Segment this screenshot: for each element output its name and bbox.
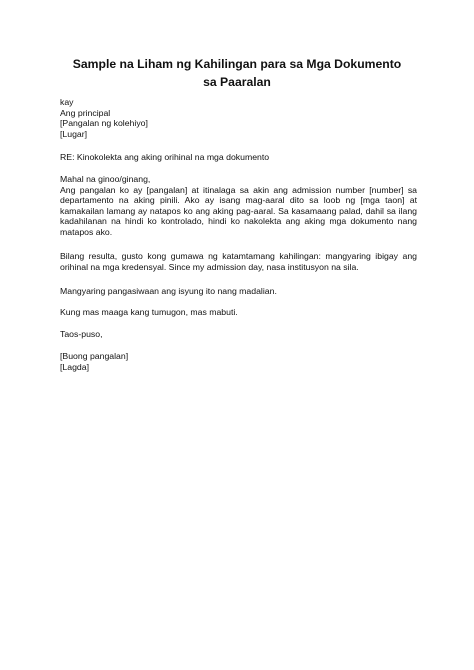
title-line-1: Sample na Liham ng Kahilingan para sa Mga Dokumento: [72, 57, 402, 71]
closing-text: Taos-puso,: [60, 329, 103, 339]
signature-block: [60, 351, 420, 372]
full-name-placeholder: [Buong pangalan]: [60, 351, 129, 361]
recipient-address: [60, 97, 420, 139]
letter-body-4: [60, 307, 420, 318]
paragraph-4: Kung mas maaga kang tumugon, mas mabuti.: [60, 307, 238, 317]
closing: [60, 329, 420, 340]
title-line-2: sa Paaralan: [203, 74, 271, 89]
signature-placeholder: [Lagda]: [60, 361, 89, 372]
letter-body-1: [60, 174, 417, 238]
letter-body-2: [60, 251, 417, 272]
re-text: RE: Kinokolekta ang aking orihinal na mga dokumento: [60, 152, 270, 162]
address-line: kay: [60, 97, 74, 107]
letter-body-3: [60, 286, 420, 297]
paragraph-2: Bilang resulta, gusto kong gumawa ng katamtamang kahilingan: mangyaring ibigay ang orihinal na mga kredensyal. Since my admission day, nasa institusyon na sila.: [60, 251, 417, 272]
salutation: Mahal na ginoo/ginang,: [60, 174, 151, 184]
address-line: [Pangalan ng kolehiyo]: [60, 118, 148, 129]
paragraph-3: Mangyaring pangasiwaan ang isyung ito nang madalian.: [60, 286, 277, 296]
address-line: Ang principal: [60, 107, 111, 118]
subject-line: [60, 152, 420, 163]
address-line: [Lugar]: [60, 128, 88, 139]
paragraph-1: Ang pangalan ko ay [pangalan] at itinalaga sa akin ang admission number [number] sa departamento na aking pinili. Ako ay isang mag-aaral dito sa loob ng [mga taon] at kamakailan lamang ay natapos ko ang aking pag-aaral. Sa kasamaang palad, dahil sa ilang kadahilanan na hindi ko kontrolado, hindi ko nakolekta ang aking mga dokumento nang matapos ako.: [60, 184, 417, 237]
document-title: [40, 56, 434, 91]
